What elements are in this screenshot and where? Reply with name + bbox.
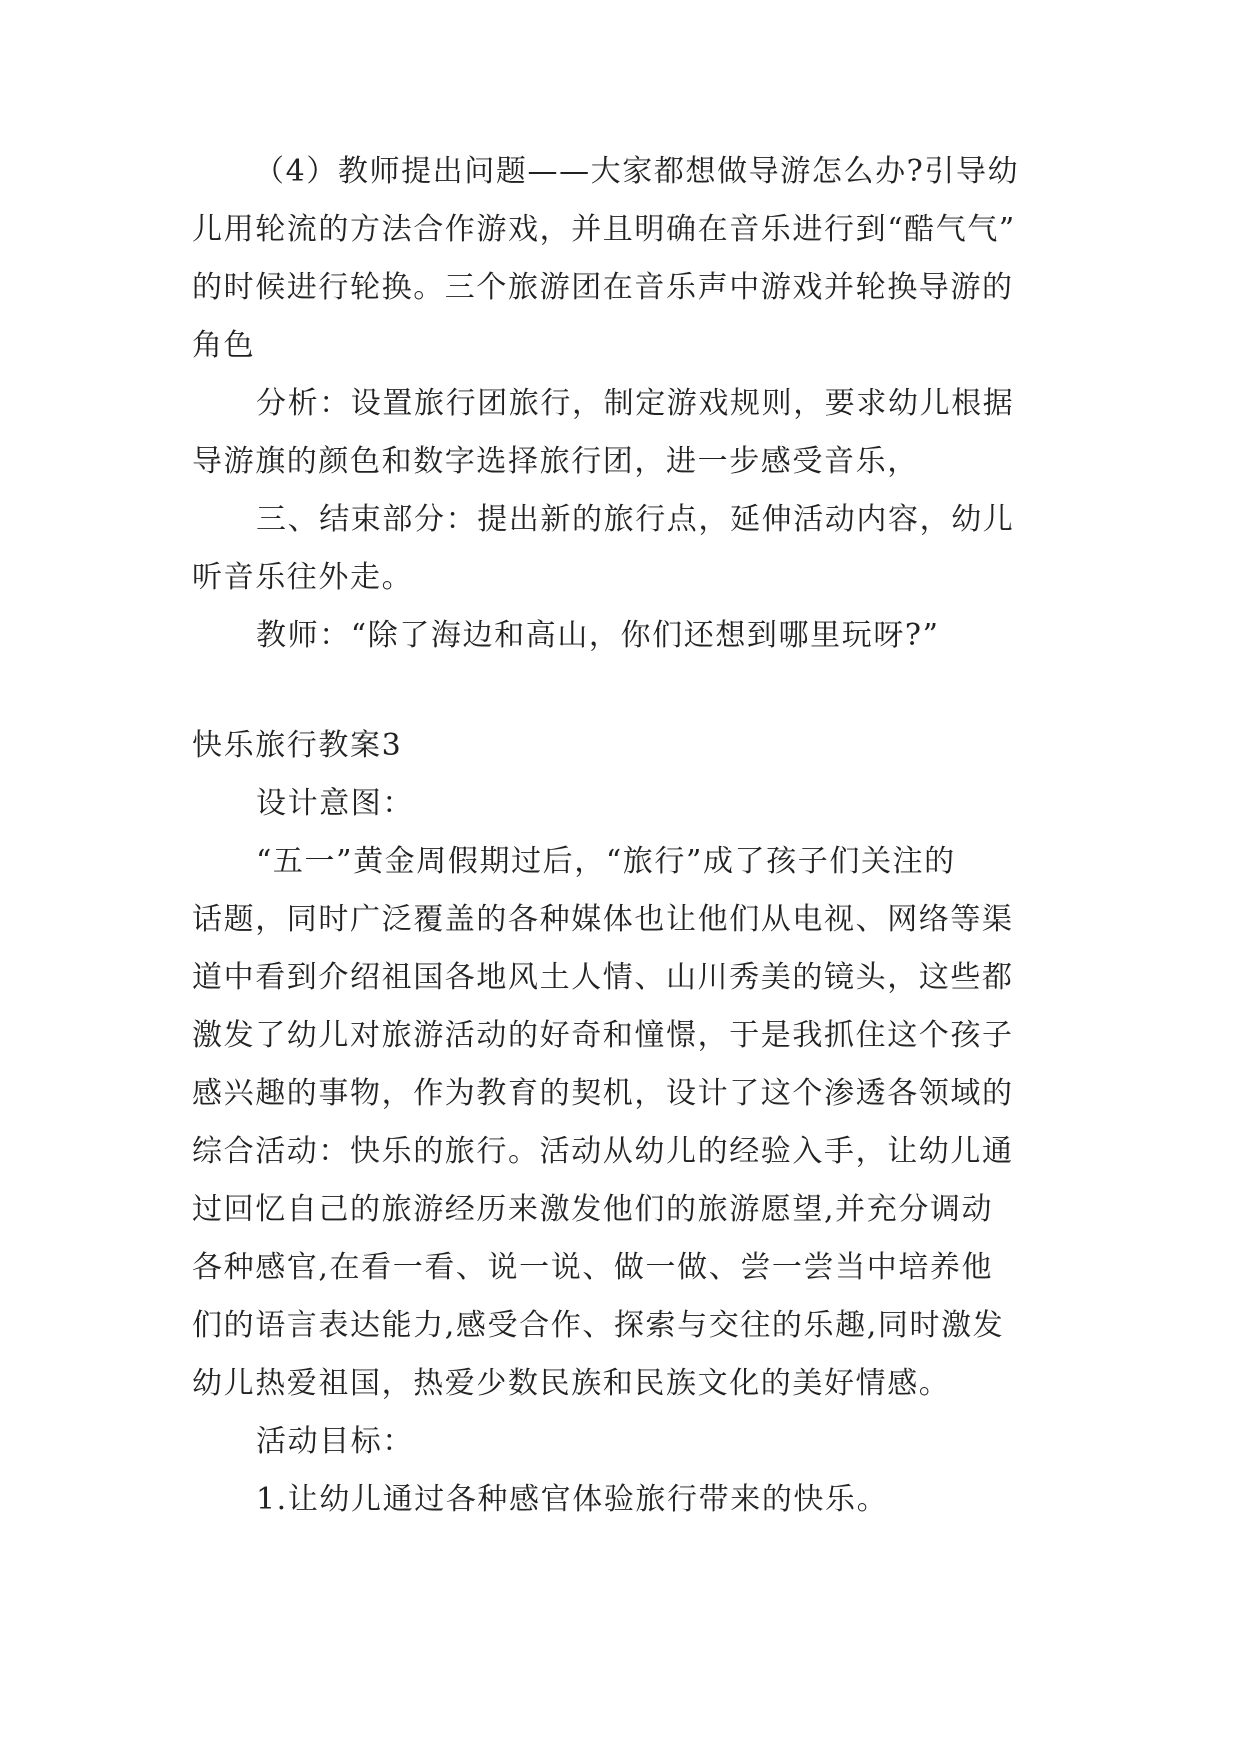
text-line: 儿用轮流的方法合作游戏，并且明确在音乐进行到“酷气气” (192, 212, 1016, 247)
text-line: 道中看到介绍祖国各地风土人情、山川秀美的镜头，这些都 (192, 960, 1014, 995)
paragraph-design-intent (192, 833, 1052, 1413)
text-line: 分析：设置旅行团旅行，制定游戏规则，要求幼儿根据 (256, 386, 1015, 421)
paragraph-step-4 (192, 143, 1052, 375)
text-line: 感兴趣的事物，作为教育的契机，设计了这个渗透各领域的 (192, 1076, 1014, 1111)
section-heading (192, 717, 1052, 775)
paragraph-teacher-quote (192, 607, 1052, 665)
text-line: 的时候进行轮换。三个旅游团在音乐声中游戏并轮换导游的 (192, 270, 1014, 305)
goal-item-1 (192, 1471, 1052, 1529)
paragraph-analysis (192, 375, 1052, 491)
design-intent-label (192, 775, 1052, 833)
text-line: 幼儿热爱祖国，热爱少数民族和民族文化的美好情感。 (192, 1366, 951, 1401)
text-line: 激发了幼儿对旅游活动的好奇和憧憬，于是我抓住这个孩子 (192, 1018, 1014, 1053)
heading-text: 快乐旅行教案3 (192, 728, 403, 763)
text-line: 综合活动：快乐的旅行。活动从幼儿的经验入手，让幼儿通 (192, 1134, 1014, 1169)
paragraph-ending (192, 491, 1052, 607)
text-line: 1.让幼儿通过各种感官体验旅行带来的快乐。 (256, 1482, 889, 1517)
text-line: 角色 (192, 328, 256, 363)
text-line: （4）教师提出问题——大家都想做导游怎么办?引导幼 (254, 154, 1020, 189)
text-line: 话题，同时广泛覆盖的各种媒体也让他们从电视、网络等渠 (192, 902, 1014, 937)
text-line: 们的语言表达能力,感受合作、探索与交往的乐趣,同时激发 (192, 1308, 1005, 1343)
activity-goals-label (192, 1413, 1052, 1471)
text-line: 各种感官,在看一看、说一说、做一做、尝一尝当中培养他 (192, 1250, 994, 1285)
text-line: 教师：“除了海边和高山，你们还想到哪里玩呀?” (256, 618, 940, 653)
section-continuation (192, 143, 1052, 665)
label-text: 活动目标： (256, 1424, 414, 1459)
section-lesson-plan-3 (192, 717, 1052, 1529)
text-line: 三、结束部分：提出新的旅行点，延伸活动内容，幼儿 (256, 502, 1015, 537)
text-line: “五一”黄金周假期过后，“旅行”成了孩子们关注的 (256, 844, 956, 879)
text-line: 导游旗的颜色和数字选择旅行团，进一步感受音乐， (192, 444, 919, 479)
text-line: 过回忆自己的旅游经历来激发他们的旅游愿望,并充分调动 (192, 1192, 994, 1227)
label-text: 设计意图： (256, 786, 414, 821)
text-line: 听音乐往外走。 (192, 560, 414, 595)
